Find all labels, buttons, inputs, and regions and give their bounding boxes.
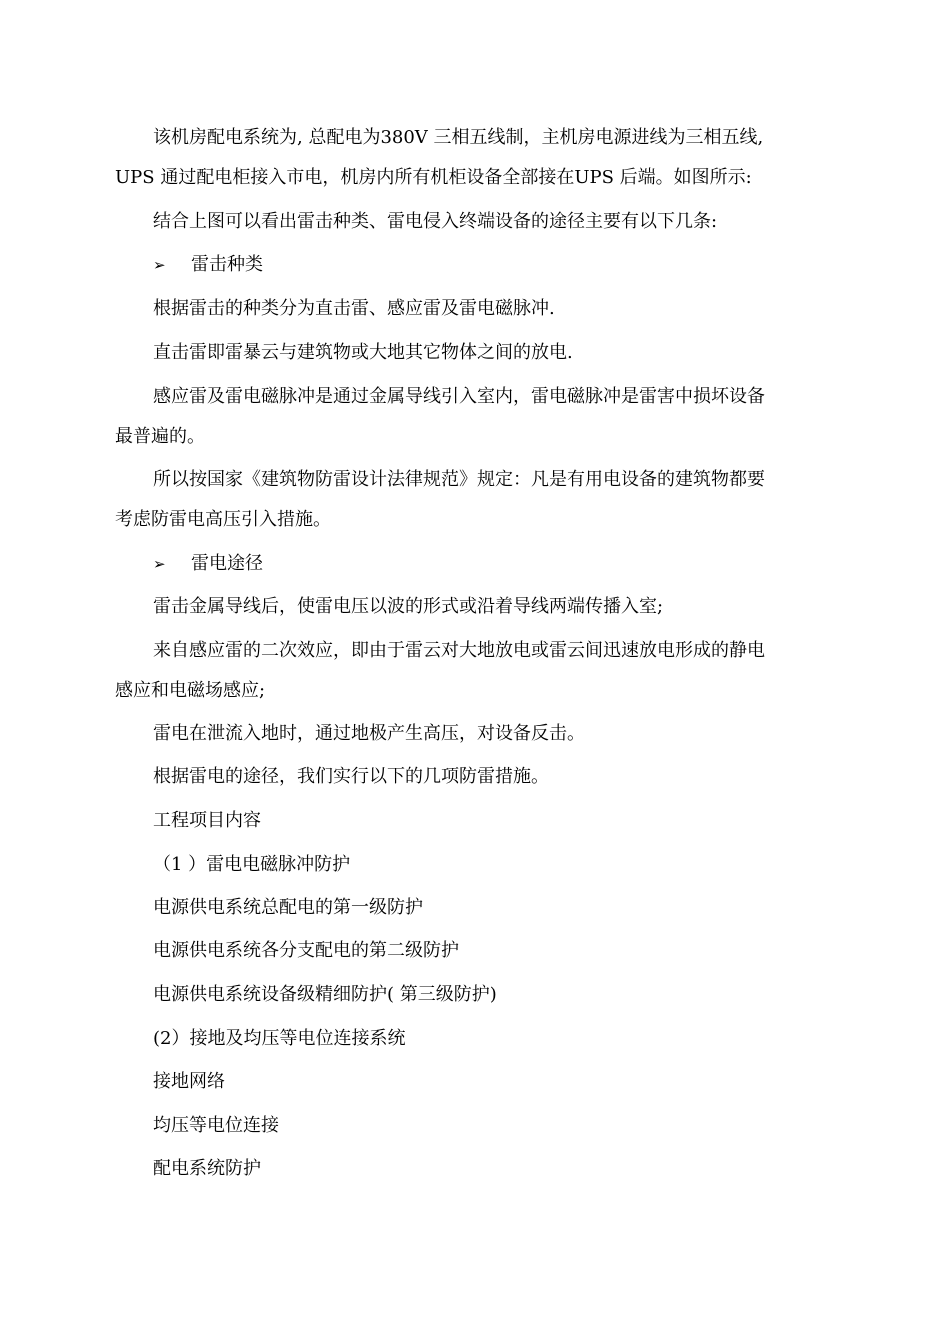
- bullet-text: 雷电途径: [191, 553, 263, 574]
- paragraph-line: [115, 377, 815, 417]
- paragraph-text: 结合上图可以看出雷击种类、雷电侵入终端设备的途径主要有以下几条:: [153, 211, 718, 232]
- list-item-equipotential: [115, 1106, 815, 1146]
- paragraph-intro-paths: [115, 202, 815, 242]
- bullet-item-lightning-types: [153, 245, 263, 285]
- paragraph-text: UPS 通过配电柜接入市电，机房内所有机柜设备全部接在UPS 后端。如图所示:: [115, 167, 752, 188]
- section-heading-project-content: [115, 801, 815, 841]
- paragraph-text: 根据雷电的途径，我们实行以下的几项防雷措施。: [153, 766, 549, 787]
- arrow-bullet-icon: ➢: [153, 256, 166, 274]
- list-item-third-level: [115, 975, 815, 1015]
- paragraph-line: [115, 671, 815, 711]
- list-item-emp-protection: [115, 845, 815, 885]
- paragraph-line: [115, 631, 815, 671]
- list-item-grounding-network: [115, 1062, 815, 1102]
- paragraph-line: [115, 417, 815, 457]
- list-item-second-level: [115, 931, 815, 971]
- paragraph-conductor-strike: [115, 587, 815, 627]
- arrow-bullet-icon: ➢: [153, 555, 166, 573]
- paragraph-text: 雷击金属导线后，使雷电压以波的形式或沿着导线两端传播入室;: [153, 596, 664, 617]
- paragraph-direct-lightning: [115, 333, 815, 373]
- list-text: 电源供电系统各分支配电的第二级防护: [153, 940, 459, 961]
- paragraph-text: 该机房配电系统为, 总配电为380V 三相五线制，主机房电源进线为三相五线,: [153, 127, 764, 148]
- paragraph-text: 直击雷即雷暴云与建筑物或大地其它物体之间的放电.: [153, 342, 573, 363]
- list-item-grounding-system: [115, 1019, 815, 1059]
- paragraph-text: 来自感应雷的二次效应，即由于雷云对大地放电或雷云间迅速放电形成的静电: [153, 640, 765, 661]
- paragraph-text: 感应雷及雷电磁脉冲是通过金属导线引入室内，雷电磁脉冲是雷害中损坏设备: [153, 386, 765, 407]
- list-item-distribution-protection: [115, 1149, 815, 1189]
- bullet-text: 雷击种类: [191, 254, 263, 275]
- paragraph-text: 感应和电磁场感应;: [115, 680, 266, 701]
- paragraph-text: 所以按国家《建筑物防雷设计法律规范》规定：凡是有用电设备的建筑物都要: [153, 469, 765, 490]
- paragraph-line: [115, 118, 815, 158]
- paragraph-text: 雷电在泄流入地时，通过地极产生高压，对设备反击。: [153, 723, 585, 744]
- list-text: 电源供电系统设备级精细防护( 第三级防护): [153, 984, 497, 1005]
- paragraph-line: [115, 460, 815, 500]
- bullet-item-lightning-paths: [153, 544, 263, 584]
- heading-text: 工程项目内容: [153, 810, 261, 831]
- paragraph-text: 根据雷击的种类分为直击雷、感应雷及雷电磁脉冲.: [153, 298, 555, 319]
- paragraph-line: [115, 158, 815, 198]
- paragraph-text: 最普遍的。: [115, 426, 205, 447]
- list-text: 接地网络: [153, 1071, 225, 1092]
- paragraph-lightning-categories: [115, 289, 815, 329]
- list-text: 配电系统防护: [153, 1158, 261, 1179]
- paragraph-measures-intro: [115, 757, 815, 797]
- paragraph-induced-lightning: [115, 377, 815, 457]
- paragraph-national-standard: [115, 460, 815, 540]
- list-text: （1 ）雷电电磁脉冲防护: [153, 854, 351, 875]
- paragraph-text: 考虑防雷电高压引入措施。: [115, 509, 331, 530]
- paragraph-power-system: [115, 118, 815, 198]
- list-text: 均压等电位连接: [153, 1115, 279, 1136]
- paragraph-ground-discharge: [115, 714, 815, 754]
- paragraph-secondary-effect: [115, 631, 815, 711]
- list-text: 电源供电系统总配电的第一级防护: [153, 897, 423, 918]
- list-text: (2）接地及均压等电位连接系统: [153, 1028, 406, 1049]
- list-item-first-level: [115, 888, 815, 928]
- paragraph-line: [115, 500, 815, 540]
